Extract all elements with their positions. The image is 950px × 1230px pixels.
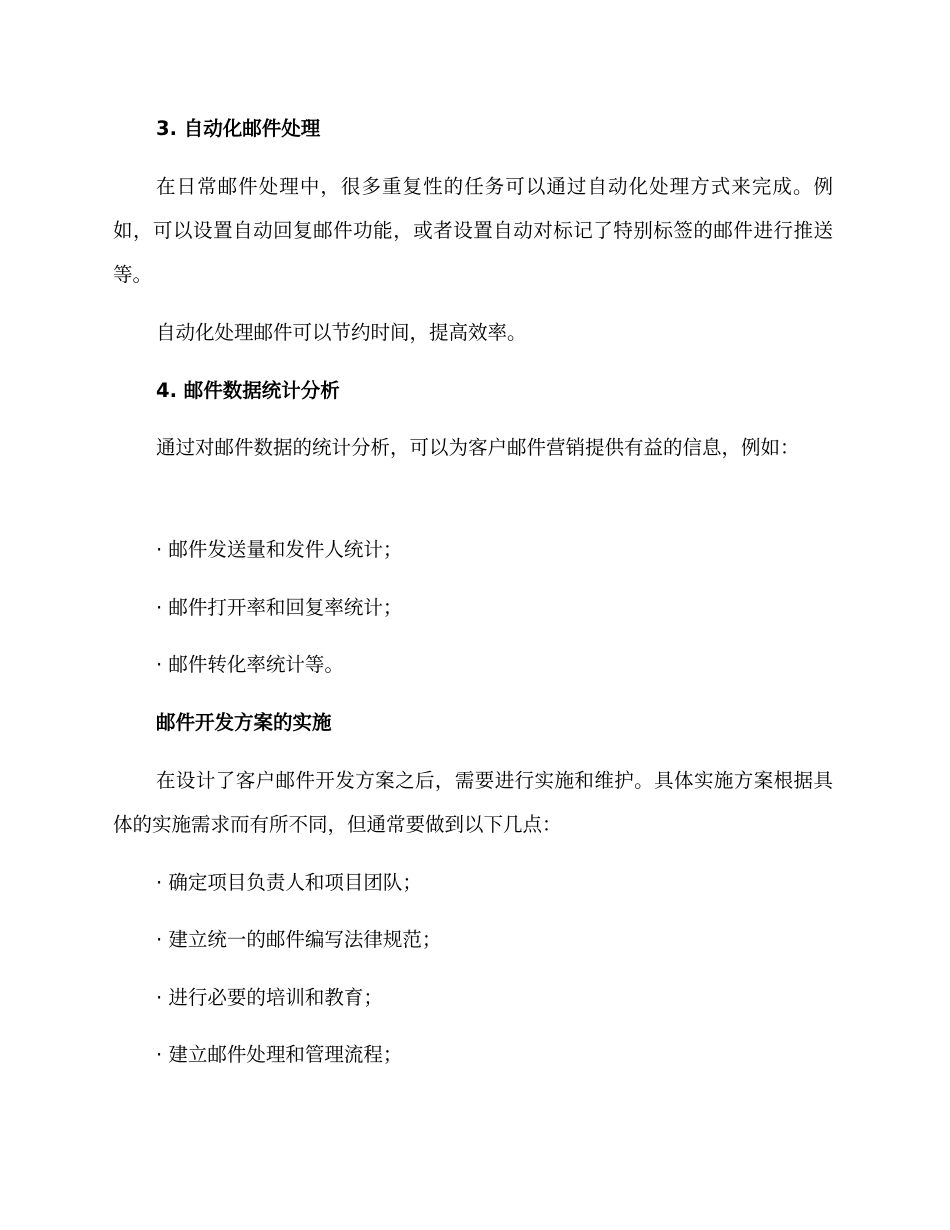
paragraph-automation-benefit: 自动化处理邮件可以节约时间，提高效率。 — [156, 321, 527, 344]
section-heading-statistics: 4. 邮件数据统计分析 — [156, 379, 340, 402]
list-item-legal-standards: · 建立统一的邮件编写法律规范； — [156, 928, 442, 951]
paragraph-implementation-intro: 在设计了客户邮件开发方案之后，需要进行实施和维护。具体实施方案根据具体的实施需求而有所不同，但通常要做到以下几点： — [113, 769, 833, 836]
list-item-conversion-rate: · 邮件转化率统计等。 — [156, 653, 344, 676]
paragraph-statistics-intro: 通过对邮件数据的统计分析，可以为客户邮件营销提供有益的信息，例如： — [156, 436, 800, 459]
list-item-open-reply-rate: · 邮件打开率和回复率统计； — [156, 596, 403, 619]
list-item-project-team: · 确定项目负责人和项目团队； — [156, 871, 422, 894]
list-item-process: · 建立邮件处理和管理流程； — [156, 1043, 403, 1066]
list-item-send-volume: · 邮件发送量和发件人统计； — [156, 538, 403, 561]
list-item-training: · 进行必要的培训和教育； — [156, 986, 383, 1009]
paragraph-automation-description: 在日常邮件处理中，很多重复性的任务可以通过自动化处理方式来完成。例如，可以设置自动回复邮件功能，或者设置自动对标记了特别标签的邮件进行推送等。 — [113, 175, 833, 286]
section-heading-implementation: 邮件开发方案的实施 — [156, 711, 332, 734]
section-heading-automation: 3. 自动化邮件处理 — [156, 117, 321, 140]
